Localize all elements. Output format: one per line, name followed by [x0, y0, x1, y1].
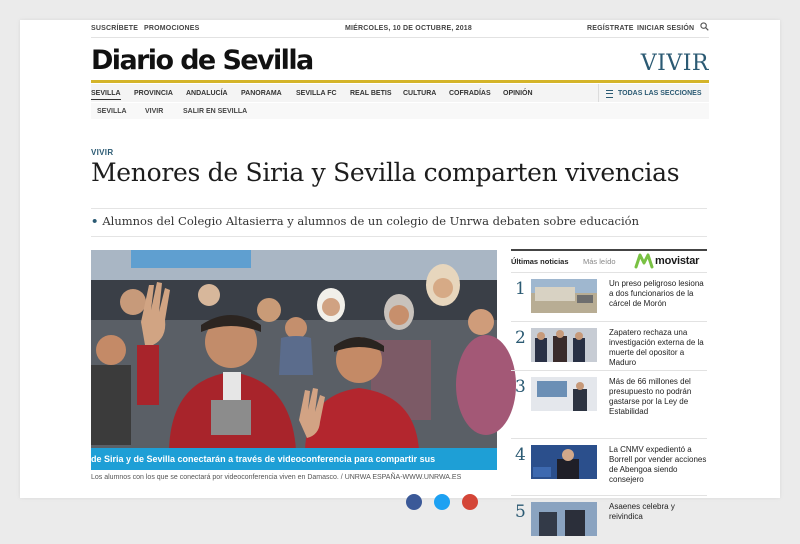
- promotions-link[interactable]: PROMOCIONES: [144, 25, 200, 32]
- login-link[interactable]: INICIAR SESIÓN: [637, 25, 695, 32]
- article-kicker[interactable]: VIVIR: [91, 148, 114, 157]
- news-title: Más de 66 millones del presupuesto no podrán gastarse por la Ley de Estabilidad: [609, 377, 692, 416]
- email-share-icon[interactable]: [462, 494, 478, 510]
- site-logo[interactable]: Diario de Sevilla: [91, 45, 313, 76]
- news-number: 2: [515, 328, 526, 348]
- news-item[interactable]: [511, 272, 707, 321]
- news-number: 3: [515, 377, 526, 397]
- nav-item-sevilla-fc[interactable]: SEVILLA FC: [296, 90, 337, 97]
- tab-most-read[interactable]: Más leído: [583, 257, 616, 266]
- menu-icon: [606, 90, 613, 98]
- news-title: Asaenes celebra y reivindica: [609, 502, 675, 521]
- divider: [91, 236, 707, 237]
- news-thumbnail: [531, 328, 597, 362]
- classroom-photo-illustration: [91, 250, 497, 470]
- top-utility-bar: [91, 20, 709, 36]
- photo-banner-text: de Siria y de Sevilla conectarán a través de videoconferencia para compartir sus: [91, 454, 436, 464]
- twitter-share-icon[interactable]: [434, 494, 450, 510]
- divider: [91, 208, 707, 209]
- article-subhead-text: Alumnos del Colegio Altasierra y alumnos de un colegio de Unrwa debaten sobre educación: [102, 214, 639, 228]
- photo-banner: [91, 448, 497, 470]
- register-link[interactable]: REGÍSTRATE: [587, 25, 634, 32]
- all-sections-button[interactable]: [598, 84, 709, 102]
- article-photo[interactable]: [91, 250, 497, 470]
- subscribe-link[interactable]: SUSCRÍBETE: [91, 25, 139, 32]
- article-headline: Menores de Siria y Sevilla comparten vivencias: [91, 158, 680, 187]
- browser-page: [20, 20, 780, 522]
- news-thumbnail: [531, 279, 597, 313]
- subnav-item-sevilla[interactable]: SEVILLA: [97, 108, 127, 115]
- news-title: Un preso peligroso lesiona a dos funcionarios de la cárcel de Morón: [609, 279, 704, 308]
- news-number: 1: [515, 279, 526, 299]
- news-item[interactable]: [511, 370, 707, 419]
- nav-item-andalucia[interactable]: ANDALUCÍA: [186, 90, 228, 97]
- news-thumbnail: [531, 377, 597, 411]
- news-item[interactable]: [511, 321, 707, 370]
- news-thumbnail: [531, 445, 597, 479]
- news-title: Zapatero rechaza una investigación externa de la muerte del opositor a Maduro: [609, 328, 704, 367]
- nav-item-sevilla[interactable]: SEVILLA: [91, 90, 121, 100]
- accent-line: [91, 80, 709, 83]
- main-nav: [91, 84, 709, 102]
- section-title[interactable]: VIVIR: [640, 51, 709, 76]
- nav-item-panorama[interactable]: PANORAMA: [241, 90, 282, 97]
- sub-nav: [91, 103, 709, 119]
- subnav-item-salir[interactable]: SALIR EN SEVILLA: [183, 108, 248, 115]
- news-number: 5: [515, 502, 526, 522]
- all-sections-label: TODAS LAS SECCIONES: [618, 90, 702, 97]
- current-date: MIÉRCOLES, 10 DE OCTUBRE, 2018: [345, 25, 472, 32]
- news-item[interactable]: [511, 438, 707, 487]
- nav-item-real-betis[interactable]: REAL BETIS: [350, 90, 392, 97]
- bullet-icon: •: [91, 214, 99, 228]
- news-number: 4: [515, 445, 526, 465]
- facebook-share-icon[interactable]: [406, 494, 422, 510]
- nav-item-provincia[interactable]: PROVINCIA: [134, 90, 173, 97]
- movistar-m-icon: [635, 254, 653, 268]
- nav-item-cultura[interactable]: CULTURA: [403, 90, 437, 97]
- nav-item-opinion[interactable]: OPINIÓN: [503, 90, 533, 97]
- news-title: La CNMV expedientó a Borrell por vender acciones de Abengoa siendo consejero: [609, 445, 707, 484]
- article-subhead: [91, 214, 639, 228]
- movistar-sponsor-logo[interactable]: movistar: [635, 253, 707, 269]
- subnav-item-vivir[interactable]: VIVIR: [145, 108, 164, 115]
- sidebar-tabs: [511, 251, 707, 271]
- search-icon[interactable]: [700, 22, 709, 31]
- news-item[interactable]: [511, 495, 707, 544]
- tab-latest-news[interactable]: Últimas noticias: [511, 257, 569, 266]
- nav-item-cofradias[interactable]: COFRADÍAS: [449, 90, 491, 97]
- divider: [91, 37, 709, 38]
- photo-credit: Los alumnos con los que se conectará por videoconferencia viven en Damasco. / UNRWA ESPAÑA-WWW.UNRWA.ES: [91, 474, 462, 481]
- news-thumbnail: [531, 502, 597, 536]
